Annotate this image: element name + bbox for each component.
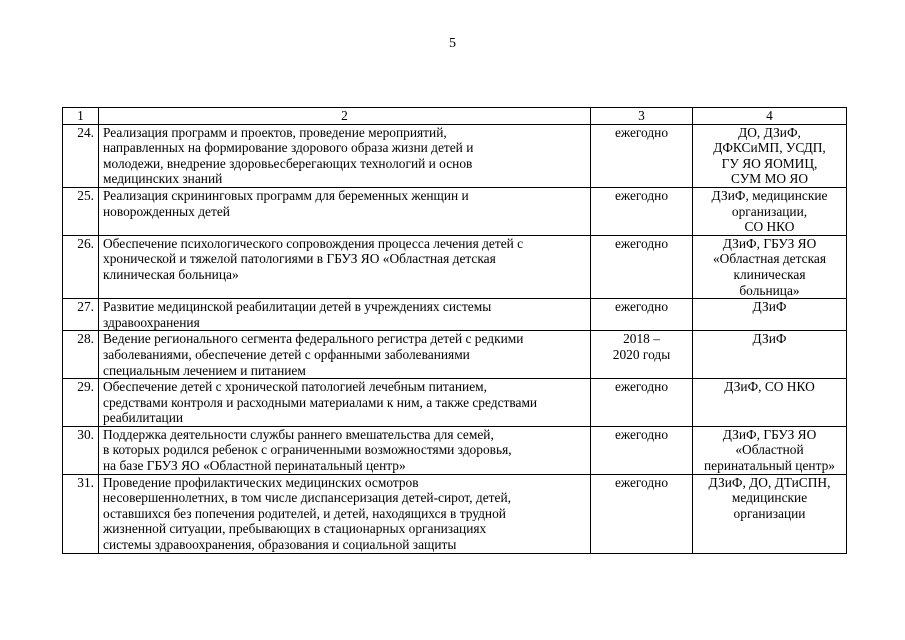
row-number: 31. [63, 474, 99, 553]
measure-text-line: средствами контроля и расходными материалами к ним, а также средствами [103, 394, 538, 410]
measure-responsible-line: ДЗиФ [752, 331, 787, 347]
measure-term [591, 187, 693, 235]
measure-responsible-line: перинатальный центр» [704, 458, 835, 474]
table-row [63, 299, 847, 331]
measure-responsible [693, 187, 847, 235]
measure-responsible [693, 379, 847, 427]
table-body [63, 124, 847, 553]
measure-responsible-line: организации [733, 505, 806, 521]
measure-responsible-line: ГУ ЯО ЯОМИЦ, [721, 155, 818, 171]
measure-text-line: Реализация программ и проектов, проведение мероприятий, [103, 124, 447, 140]
row-number: 26. [63, 235, 99, 298]
measure-text-line: оставшихся без попечения родителей, и детей, находящихся в трудной [103, 505, 506, 521]
measure-text-line: Обеспечение психологического сопровождения процесса лечения детей с [103, 235, 524, 251]
measure-text-line: специальным лечением и питанием [103, 362, 306, 378]
measure-text-line: жизненной ситуации, пребывающих в стационарных организациях [103, 521, 487, 537]
measure-text-line: системы здравоохранения, образования и социальной защиты [103, 537, 457, 553]
measure-responsible-line: СО НКО [744, 219, 795, 235]
measure-term-line: ежегодно [614, 474, 669, 490]
measure-responsible-line: «Областной [735, 442, 804, 458]
measure-term-line: ежегодно [614, 124, 669, 140]
measure-term-line: ежегодно [614, 299, 669, 315]
measure-responsible [693, 235, 847, 298]
measure-responsible [693, 331, 847, 379]
measure-responsible-line: ДЗиФ, ГБУЗ ЯО [722, 426, 817, 442]
table-row [63, 379, 847, 427]
measure-text-line: Развитие медицинской реабилитации детей в учреждениях системы [103, 299, 492, 315]
measure-term [591, 235, 693, 298]
measure-text-line: на базе ГБУЗ ЯО «Областной перинатальный центр» [103, 458, 406, 474]
measure-term-line: ежегодно [614, 187, 669, 203]
header-col-2: 2 [99, 108, 591, 125]
measure-text-line: молодежи, внедрение здоровьесберегающих технологий и основ [103, 155, 473, 171]
table-header-row [63, 108, 847, 125]
measure-text [99, 331, 591, 379]
measure-text [99, 124, 591, 187]
table-row [63, 235, 847, 298]
table-row [63, 474, 847, 553]
measure-responsible-line: ДЗиФ, ДО, ДТиСПН, [708, 474, 831, 490]
measure-responsible [693, 124, 847, 187]
measure-text [99, 474, 591, 553]
measure-responsible [693, 426, 847, 474]
measure-text-line: несовершеннолетних, в том числе диспансеризация детей-сирот, детей, [103, 490, 511, 506]
row-number: 28. [63, 331, 99, 379]
row-number: 30. [63, 426, 99, 474]
table-row [63, 426, 847, 474]
measure-responsible-line: ДЗиФ, медицинские [711, 187, 828, 203]
measure-text-line: хронической и тяжелой патологиями в ГБУЗ ЯО «Областная детская [103, 251, 496, 267]
measure-text [99, 299, 591, 331]
measure-term-line: ежегодно [614, 426, 669, 442]
measure-responsible-line: ДЗиФ, СО НКО [724, 379, 815, 395]
measure-text-line: реабилитации [103, 410, 184, 426]
measure-text-line: в которых родился ребенок с ограниченными возможностями здоровья, [103, 442, 512, 458]
measure-responsible [693, 474, 847, 553]
table-row [63, 331, 847, 379]
measure-responsible-line: клиническая [733, 266, 806, 282]
measures-table [62, 107, 847, 554]
measure-text-line: Реализация скрининговых программ для беременных женщин и [103, 187, 469, 203]
measure-text [99, 235, 591, 298]
row-number: 25. [63, 187, 99, 235]
measure-text-line: Поддержка деятельности службы раннего вмешательства для семей, [103, 426, 494, 442]
measure-responsible-line: медицинские [731, 490, 808, 506]
row-number: 29. [63, 379, 99, 427]
measure-term [591, 474, 693, 553]
measure-term [591, 379, 693, 427]
measure-responsible-line: ДЗиФ [752, 299, 787, 315]
measure-responsible-line: СУМ МО ЯО [730, 171, 808, 187]
measure-text-line: медицинских знаний [103, 171, 223, 187]
measure-responsible-line: больница» [739, 282, 800, 298]
measure-term-line: ежегодно [614, 235, 669, 251]
measure-text-line: Проведение профилактических медицинских осмотров [103, 474, 419, 490]
row-number: 24. [63, 124, 99, 187]
header-col-4: 4 [693, 108, 847, 125]
measure-text [99, 187, 591, 235]
measure-text [99, 379, 591, 427]
table-row [63, 187, 847, 235]
measure-responsible-line: ДЗиФ, ГБУЗ ЯО [722, 235, 817, 251]
row-number: 27. [63, 299, 99, 331]
measure-text-line: клиническая больница» [103, 266, 239, 282]
measure-term-line: 2018 – [623, 331, 660, 347]
measure-term [591, 124, 693, 187]
measure-responsible-line: «Областная детская [712, 251, 826, 267]
measure-term [591, 299, 693, 331]
measure-text-line: заболеваниями, обеспечение детей с орфанными заболеваниями [103, 346, 470, 362]
measure-text-line: здравоохранения [103, 314, 200, 330]
measure-term [591, 426, 693, 474]
measure-text-line: Обеспечение детей с хронической патологией лечебным питанием, [103, 379, 487, 395]
measure-responsible [693, 299, 847, 331]
measure-responsible-line: организации, [731, 203, 808, 219]
measure-responsible-line: ДО, ДЗиФ, [738, 124, 801, 140]
measure-term [591, 331, 693, 379]
measure-text-line: направленных на формирование здорового образа жизни детей и [103, 140, 474, 156]
page-number: 5 [449, 36, 456, 51]
measure-responsible-line: ДФКСиМП, УСДП, [713, 140, 826, 156]
table-row [63, 124, 847, 187]
header-col-3: 3 [591, 108, 693, 125]
measure-text-line: Ведение регионального сегмента федерального регистра детей с редкими [103, 331, 524, 347]
measure-text [99, 426, 591, 474]
measure-term-line: ежегодно [614, 379, 669, 395]
measure-text-line: новорожденных детей [103, 203, 230, 219]
header-col-1: 1 [63, 108, 99, 125]
measure-term-line: 2020 годы [612, 346, 671, 362]
